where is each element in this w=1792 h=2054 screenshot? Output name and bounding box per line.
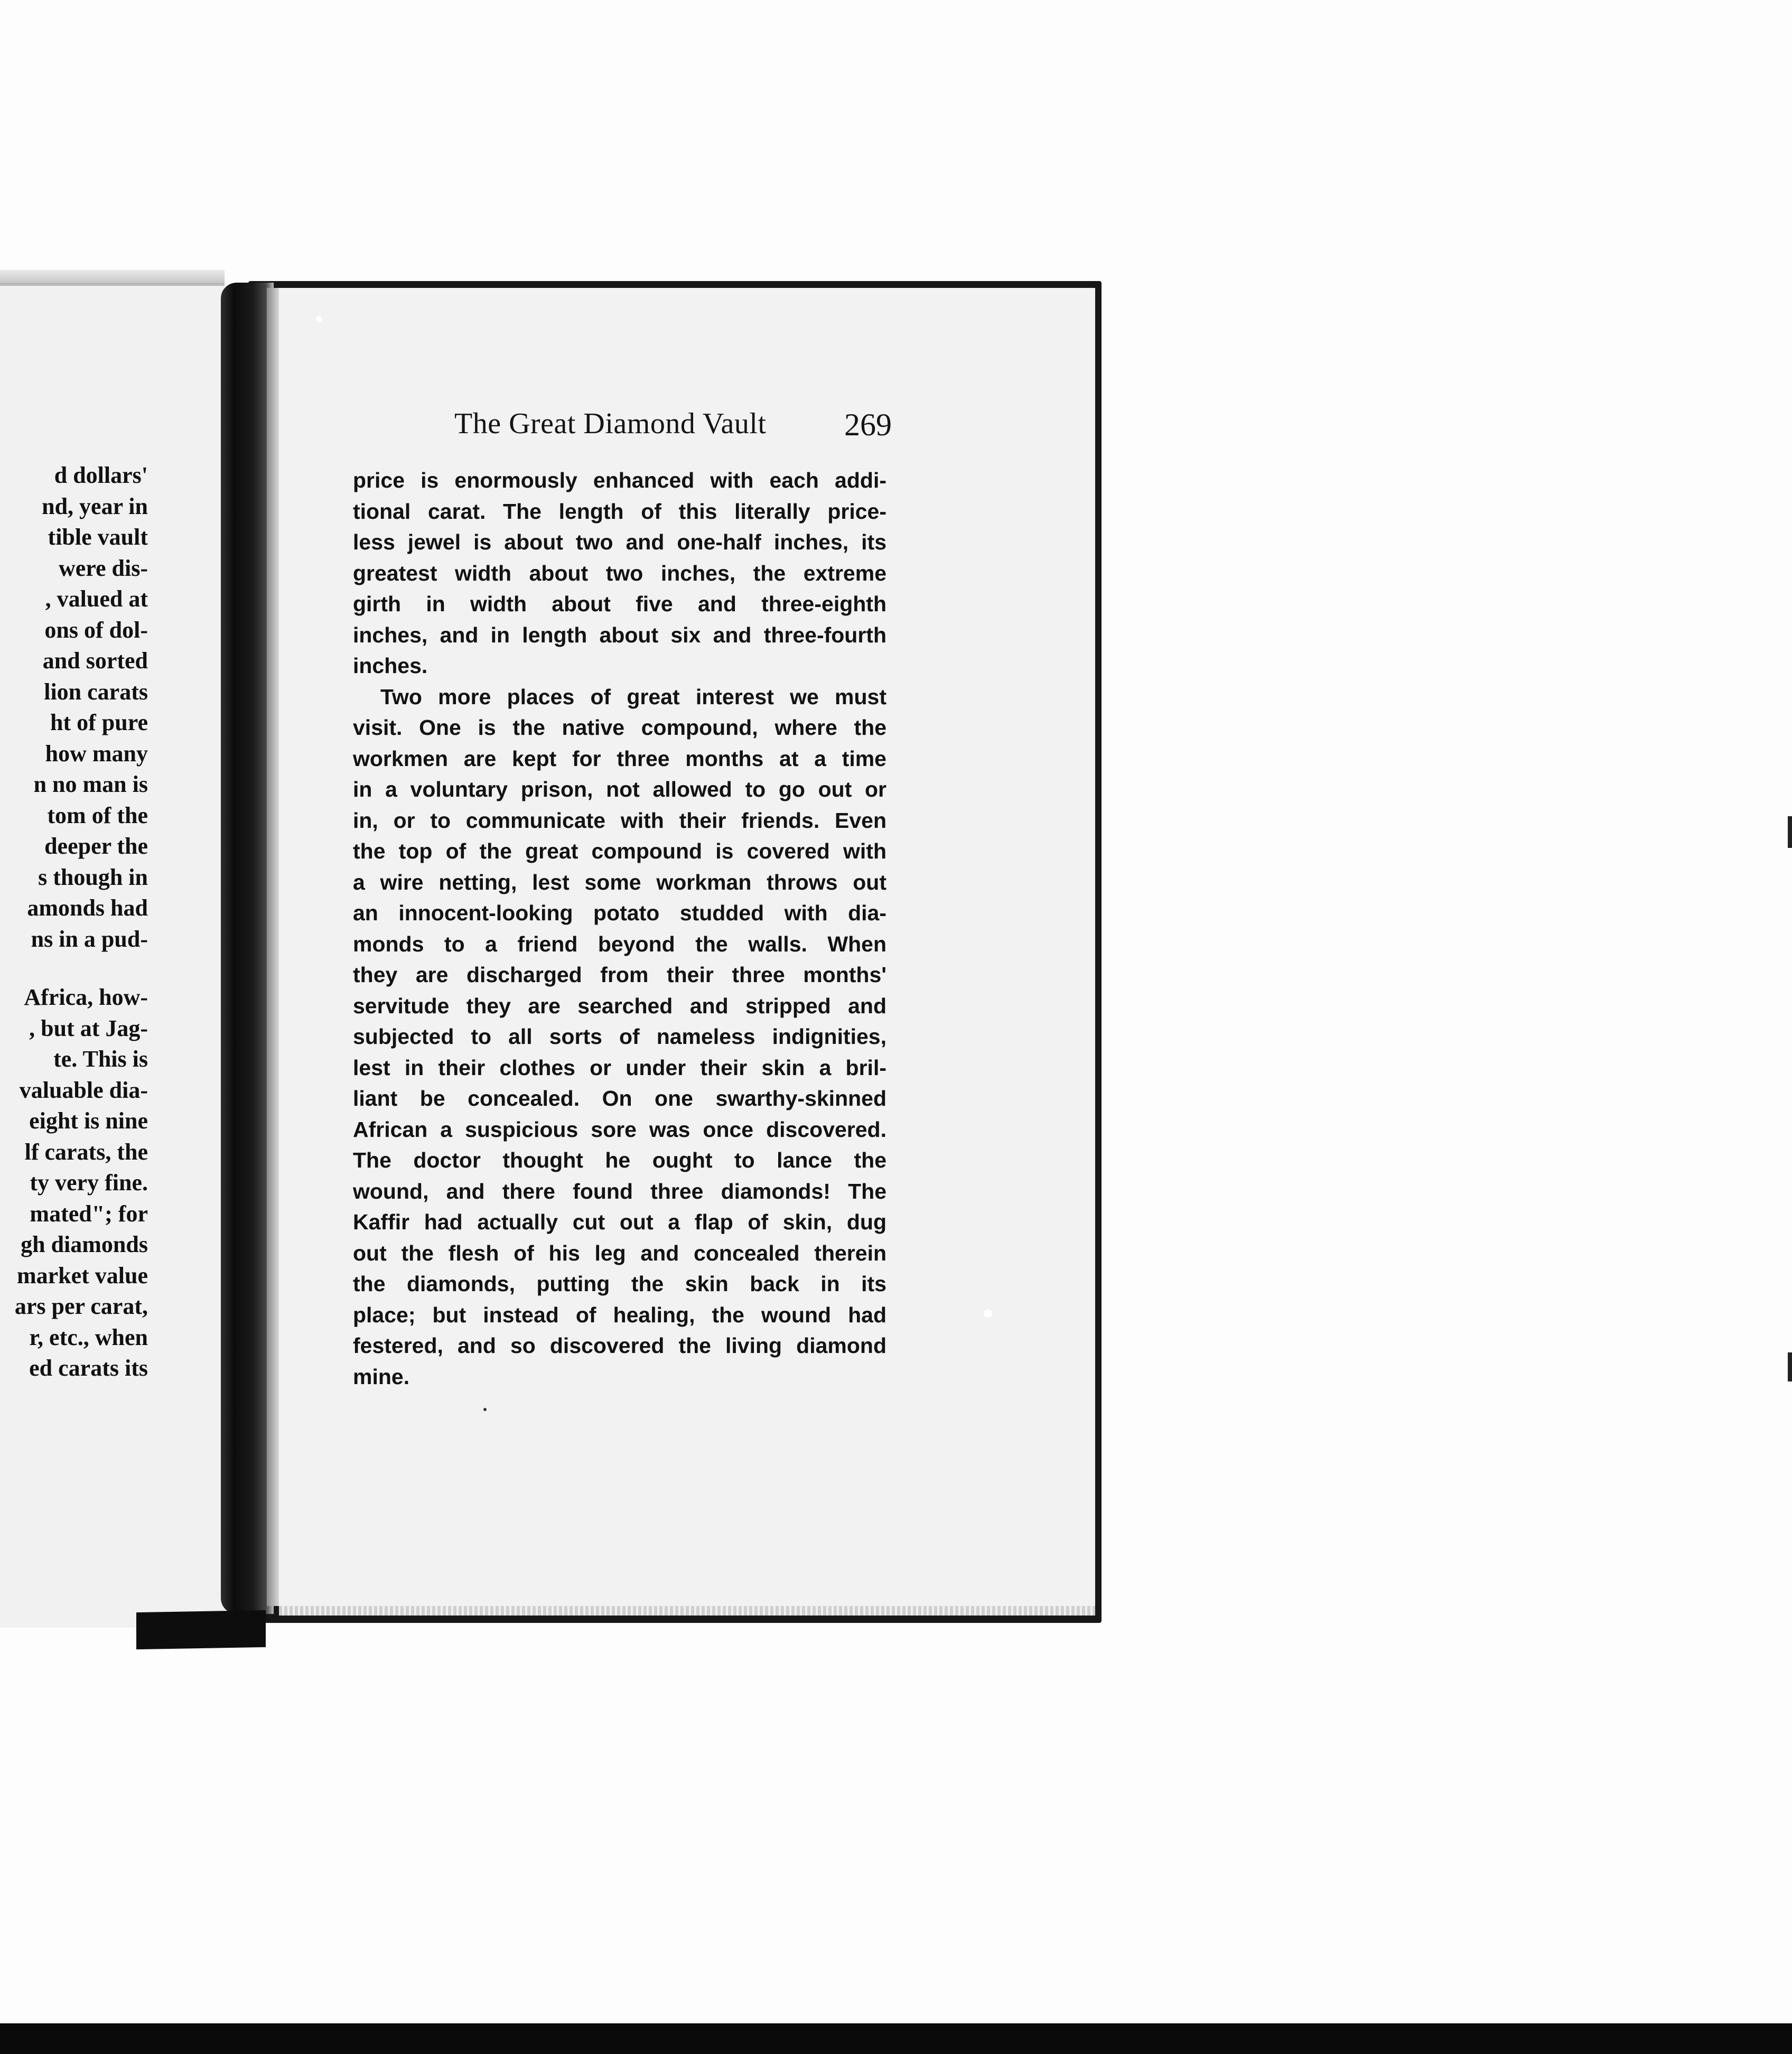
body-line: greatest width about two inches, the extreme bbox=[353, 561, 886, 585]
left-page-line: and sorted bbox=[42, 648, 148, 674]
left-page-line: ed carats its bbox=[29, 1355, 148, 1381]
left-page-text bbox=[0, 460, 148, 1384]
left-page-line: amonds had bbox=[27, 895, 148, 921]
left-page-line: lion carats bbox=[44, 678, 148, 705]
body-line: in, or to communicate with their friends. Even bbox=[353, 808, 886, 833]
frame-edge-mark bbox=[1788, 1352, 1792, 1381]
body-line: out the flesh of his leg and concealed therein bbox=[353, 1240, 886, 1265]
left-page-line: te. This is bbox=[53, 1046, 148, 1072]
body-line: tional carat. The length of this literally price- bbox=[353, 499, 886, 524]
running-head: The Great Diamond Vault bbox=[454, 407, 767, 440]
left-page-line: eight is nine bbox=[29, 1108, 148, 1134]
left-page-line: mated"; for bbox=[30, 1200, 148, 1227]
left-page-line: ns in a pud- bbox=[31, 926, 148, 952]
body-line: girth in width about five and three-eighth bbox=[353, 592, 886, 616]
left-page-line: valuable dia- bbox=[19, 1077, 148, 1103]
left-page-line: r, etc., when bbox=[29, 1324, 148, 1350]
body-line: Kaffir had actually cut out a flap of skin, dug bbox=[353, 1210, 886, 1234]
film-speck bbox=[984, 1309, 992, 1318]
left-page-line: tom of the bbox=[47, 802, 148, 828]
body-line: they are discharged from their three months' bbox=[353, 963, 886, 987]
left-page-line: gh diamonds bbox=[21, 1231, 148, 1257]
left-page-line: were dis- bbox=[58, 555, 148, 581]
body-text bbox=[353, 465, 886, 1392]
book-spine bbox=[221, 283, 274, 1614]
left-page-line: ty very fine. bbox=[30, 1170, 148, 1196]
left-page-line: d dollars' bbox=[54, 462, 148, 488]
left-page-top-edge bbox=[0, 270, 225, 283]
right-page-bottom-edge bbox=[279, 1606, 1095, 1616]
film-band bbox=[0, 2023, 1792, 2054]
body-line: lest in their clothes or under their skin a bril- bbox=[353, 1055, 886, 1080]
left-page-line: market value bbox=[16, 1262, 148, 1289]
body-line: Two more places of great interest we must bbox=[380, 684, 886, 709]
body-line: mine. bbox=[353, 1364, 410, 1389]
body-line: a wire netting, lest some workman throws out bbox=[353, 870, 886, 894]
body-line: The doctor thought he ought to lance the bbox=[353, 1148, 886, 1172]
left-page-line: how many bbox=[45, 740, 148, 767]
body-line: African a suspicious sore was once discovered. bbox=[353, 1117, 886, 1142]
body-line: visit. One is the native compound, where the bbox=[353, 715, 886, 740]
body-line: the top of the great compound is covered with bbox=[353, 839, 886, 863]
left-page-line: tible vault bbox=[48, 524, 148, 550]
page-number: 269 bbox=[844, 407, 892, 442]
left-page-line: , but at Jag- bbox=[29, 1015, 148, 1041]
left-page-line: lf carats, the bbox=[24, 1138, 148, 1165]
body-line: inches. bbox=[353, 653, 428, 678]
body-line: workmen are kept for three months at a time bbox=[353, 746, 886, 771]
left-page-line: nd, year in bbox=[42, 493, 148, 519]
body-line: wound, and there found three diamonds! The bbox=[353, 1179, 886, 1203]
body-line: the diamonds, putting the skin back in its bbox=[353, 1272, 886, 1296]
body-line: subjected to all sorts of nameless indignities, bbox=[353, 1024, 886, 1049]
body-line: in a voluntary prison, not allowed to go out or bbox=[353, 777, 886, 801]
frame-edge-mark bbox=[1788, 816, 1792, 848]
film-speck bbox=[316, 316, 322, 322]
left-page-line: n no man is bbox=[33, 771, 148, 797]
left-page-line: s though in bbox=[38, 864, 148, 890]
left-page bbox=[0, 283, 225, 1628]
left-page-line: Africa, how- bbox=[24, 984, 148, 1010]
body-line: place; but instead of healing, the wound had bbox=[353, 1302, 886, 1327]
left-page-line: ons of dol- bbox=[44, 617, 148, 643]
body-line: inches, and in length about six and three-fourth bbox=[353, 622, 886, 647]
left-page-line: ars per carat, bbox=[14, 1293, 148, 1319]
body-line: an innocent-looking potato studded with dia- bbox=[353, 901, 886, 925]
body-line: price is enormously enhanced with each addi- bbox=[353, 468, 886, 492]
left-page-line: ht of pure bbox=[50, 709, 148, 735]
body-line: servitude they are searched and stripped and bbox=[353, 993, 886, 1018]
body-line: festered, and so discovered the living diamond bbox=[353, 1333, 886, 1358]
left-page-line: , valued at bbox=[45, 586, 148, 612]
film-speck bbox=[483, 1408, 487, 1411]
bookmark-ribbon bbox=[136, 1610, 266, 1649]
body-line: monds to a friend beyond the walls. When bbox=[353, 931, 886, 956]
body-line: less jewel is about two and one-half inches, its bbox=[353, 530, 886, 554]
body-line: liant be concealed. On one swarthy-skinned bbox=[353, 1086, 886, 1110]
left-page-line: deeper the bbox=[44, 833, 148, 859]
left-page-paragraph-gap bbox=[0, 955, 148, 982]
